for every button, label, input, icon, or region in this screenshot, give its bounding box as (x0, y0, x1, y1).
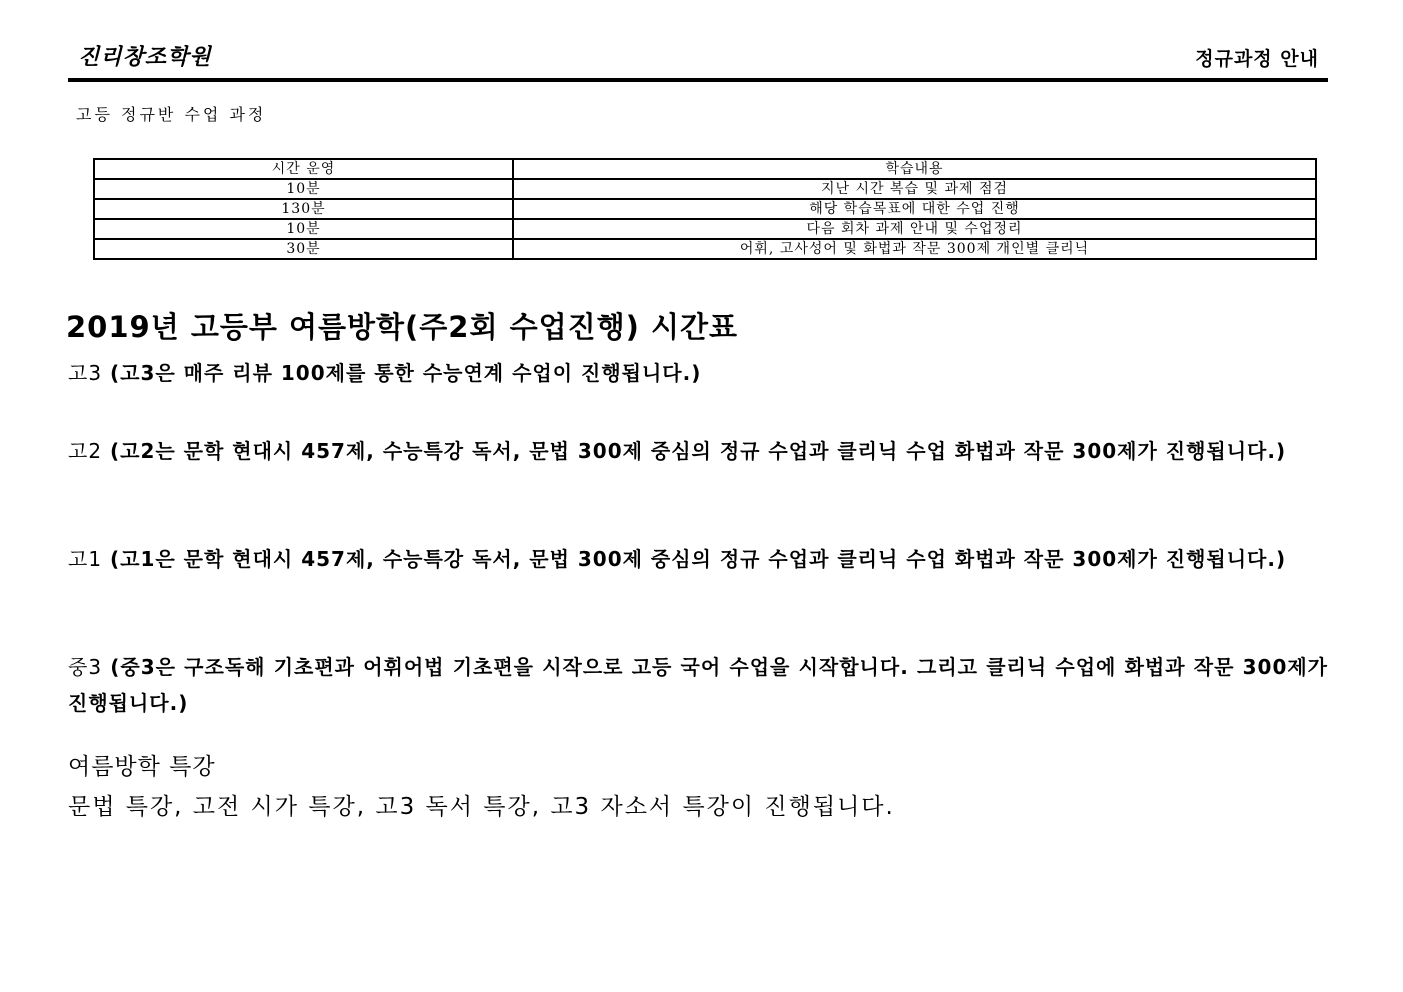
special-lecture-body: 문법 특강, 고전 시가 특강, 고3 독서 특강, 고3 자소서 특강이 진행됩니다. (68, 794, 895, 820)
academy-logo: 진리창조학원 (78, 44, 212, 70)
table-cell-content: 해당 학습목표에 대한 수업 진행 (513, 199, 1316, 219)
table-cell-time: 30분 (94, 239, 513, 259)
grade-paragraph-3 (68, 355, 1328, 391)
table-header-content: 학습내용 (513, 159, 1316, 179)
header-divider (68, 78, 1328, 82)
schedule-table (93, 158, 1317, 260)
page-title: 2019년 고등부 여름방학(주2회 수업진행) 시간표 (66, 310, 739, 344)
course-subtitle: 고등 정규반 수업 과정 (76, 105, 267, 124)
table-cell-time: 130분 (94, 199, 513, 219)
grade-label: 중3 (68, 655, 103, 679)
grade-paragraph-1 (68, 541, 1328, 577)
table-row (94, 179, 1316, 199)
grade-description: (고3은 매주 리뷰 100제를 통한 수능연계 수업이 진행됩니다.) (102, 361, 702, 385)
grade-label: 고2 (68, 439, 103, 463)
grade-description: (중3은 구조독해 기초편과 어휘어법 기초편을 시작으로 고등 국어 수업을 시작합니다. 그리고 클리닉 수업에 화법과 작문 300제가 진행됩니다.) (68, 655, 1328, 715)
grade-paragraph-middle3 (68, 649, 1328, 721)
table-header-time: 시간 운영 (94, 159, 513, 179)
grade-label: 고1 (68, 547, 103, 571)
special-lecture-title: 여름방학 특강 (68, 754, 216, 780)
header-title: 정규과정 안내 (1195, 48, 1319, 70)
table-row (94, 219, 1316, 239)
grade-description: (고2는 문학 현대시 457제, 수능특강 독서, 문법 300제 중심의 정규 수업과 클리닉 수업 화법과 작문 300제가 진행됩니다.) (102, 439, 1287, 463)
table-cell-time: 10분 (94, 219, 513, 239)
table-cell-content: 다음 회차 과제 안내 및 수업정리 (513, 219, 1316, 239)
table-row (94, 199, 1316, 219)
table-header-row (94, 159, 1316, 179)
table-cell-content: 어휘, 고사성어 및 화법과 작문 300제 개인별 클리닉 (513, 239, 1316, 259)
table-cell-content: 지난 시간 복습 및 과제 점검 (513, 179, 1316, 199)
grade-description: (고1은 문학 현대시 457제, 수능특강 독서, 문법 300제 중심의 정규 수업과 클리닉 수업 화법과 작문 300제가 진행됩니다.) (102, 547, 1287, 571)
grade-paragraph-2 (68, 433, 1328, 469)
grade-label: 고3 (68, 361, 103, 385)
table-row (94, 239, 1316, 259)
table-cell-time: 10분 (94, 179, 513, 199)
